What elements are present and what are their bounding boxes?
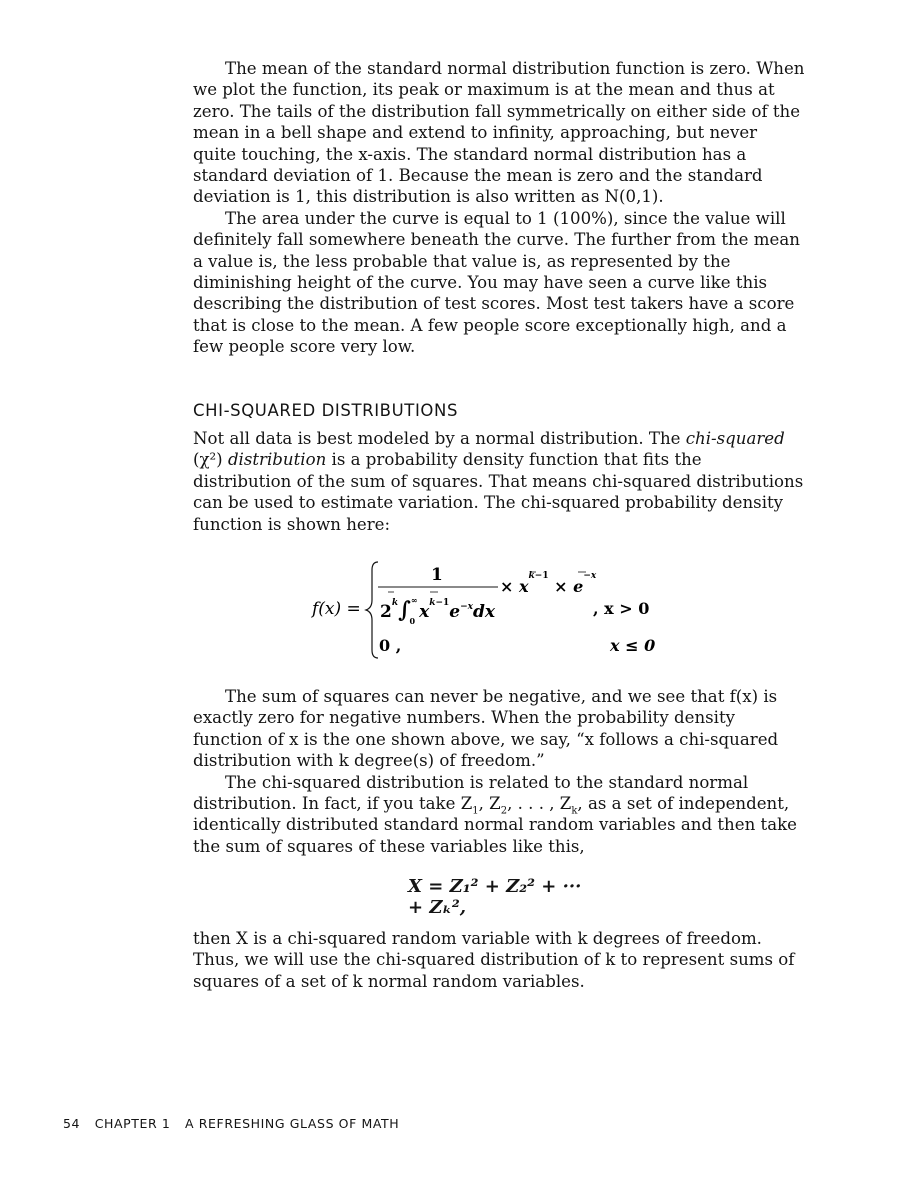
chi-intro-paragraph (193, 428, 805, 535)
eq-case1-condition: , x > 0 (593, 599, 650, 618)
chi-intro-text-2: is a probability density function that fits the distribution of the sum of squares. That means chi-squared distributions can be used to estimate variation. The chi-squared probability density function is shown here: (193, 450, 804, 534)
chi-squared-pdf-equation (300, 556, 660, 662)
intro-text-block (193, 58, 805, 358)
eq-case2-value: 0 , (379, 636, 402, 655)
chi-symbol: (χ²) (193, 450, 228, 470)
relation-text-b: as a set of independent, identically distributed standard normal random variables and then take the sum of squares of these variables like this, (193, 794, 797, 856)
paragraph-relation: The chi-squared distribution is related to the standard normal distribution. In fact, if you take $Z_1$, $Z_2$, . . . , $Z_k$, as a set of independent, identically distributed standard normal random variables and then take the sum of squares of these variables like this, (193, 772, 797, 856)
sum-of-squares-block (193, 686, 805, 857)
page-number: 54 (63, 1116, 81, 1131)
chi-intro-text: Not all data is best modeled by a normal distribution. The (193, 429, 686, 448)
paragraph-mean: The mean of the standard normal distribution function is zero. When we plot the function, its peak or maximum is at the mean and thus at zero. The tails of the distribution fall symmetrically on either side of the mean in a bell shape and extend to infinity, approaching, but never quite touching, the x-axis. The standard normal distribution has a standard deviation of 1. Because the mean is zero and the standard deviation is 1, this distribution is also written as N(0,1). (193, 59, 805, 207)
chapter-label: CHAPTER 1 (94, 1116, 171, 1131)
page-footer (63, 1116, 409, 1131)
chi-intro-block (193, 428, 805, 535)
sum-of-squares-equation: X = Z₁² + Z₂² + ··· + Zₖ², (408, 876, 582, 918)
eq-denominator: 2$^k$∫∞ 0 $x^k-1e^{-x}dx$ (380, 595, 496, 626)
paragraph-sum-of-squares: The sum of squares can never be negative, and we see that f(x) is exactly zero for negative numbers. When the probability density function of x is the one shown above, we say, “x follows a chi-squared distribution with k degree(s) of freedom.” (193, 687, 779, 771)
left-brace (366, 562, 378, 658)
eq-case2-condition: x ≤ 0 (610, 636, 656, 655)
chapter-title: A REFRESHING GLASS OF MATH (185, 1116, 400, 1131)
closing-paragraph: then X is a chi-squared random variable with k degrees of freedom. Thus, we will use the chi-squared distribution of k to represent sums of squares of a set of k normal random variables. (193, 929, 795, 991)
chi-term-2: distribution (227, 450, 327, 470)
eq-lhs: f(x) = (312, 599, 361, 619)
eq-power-term: × $x^k-1 \times e^{-x}$ (500, 571, 597, 596)
chi-term: chi-squared (685, 429, 785, 448)
closing-block (193, 928, 805, 992)
relation-text-a: The chi-squared distribution is related to the standard normal distribution. In fact, if you take Z (193, 772, 749, 814)
paragraph-area: The area under the curve is equal to 1 (100%), since the value will definitely fall somewhere beneath the curve. The further from the mean a value is, the less probable that value is, as represented by the diminishing height of the curve. You may have seen a curve like this describing the distribution of test scores. Most test takers have a score that is close to the mean. A few people score exceptionally high, and a few people score very low. (193, 208, 800, 357)
eq-numerator: 1 (431, 565, 443, 585)
section-heading: CHI-SQUARED DISTRIBUTIONS (193, 401, 459, 420)
